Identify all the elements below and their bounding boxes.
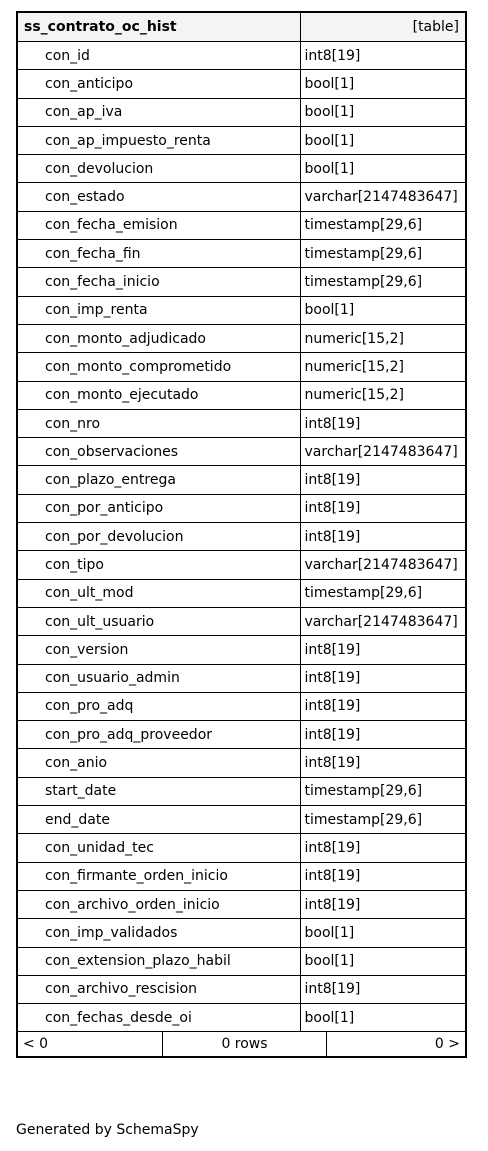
column-type: int8[19] <box>300 692 466 720</box>
table-row <box>17 183 466 211</box>
column-name: con_por_anticipo <box>17 494 300 522</box>
column-type: int8[19] <box>300 749 466 777</box>
table-row <box>17 777 466 805</box>
column-name: con_monto_comprometido <box>17 353 300 381</box>
footer-row-count: 0 rows <box>163 1032 327 1056</box>
table-row <box>17 126 466 154</box>
column-name: con_archivo_rescision <box>17 975 300 1003</box>
column-type: int8[19] <box>300 636 466 664</box>
table-row <box>17 947 466 975</box>
table-row <box>17 806 466 834</box>
column-name: con_extension_plazo_habil <box>17 947 300 975</box>
table-row <box>17 1004 466 1032</box>
column-type: timestamp[29,6] <box>300 806 466 834</box>
table-footer-cell <box>17 1032 466 1058</box>
column-name: con_plazo_entrega <box>17 466 300 494</box>
table-row <box>17 324 466 352</box>
column-name: con_ap_iva <box>17 98 300 126</box>
table-row <box>17 409 466 437</box>
table-row <box>17 268 466 296</box>
footer-next: 0 > <box>434 1036 460 1053</box>
column-name: con_firmante_orden_inicio <box>17 862 300 890</box>
entity-table <box>16 11 467 1058</box>
column-name: con_imp_validados <box>17 919 300 947</box>
column-name: end_date <box>17 806 300 834</box>
table-row <box>17 607 466 635</box>
column-type: bool[1] <box>300 296 466 324</box>
column-name: con_devolucion <box>17 155 300 183</box>
column-name: con_monto_ejecutado <box>17 381 300 409</box>
table-row <box>17 664 466 692</box>
column-name: con_pro_adq <box>17 692 300 720</box>
table-footer <box>17 1032 466 1058</box>
column-name: con_usuario_admin <box>17 664 300 692</box>
column-name: con_unidad_tec <box>17 834 300 862</box>
table-header <box>17 12 466 42</box>
column-name: con_pro_adq_proveedor <box>17 721 300 749</box>
table-row <box>17 919 466 947</box>
column-name: con_ap_impuesto_renta <box>17 126 300 154</box>
column-type: timestamp[29,6] <box>300 268 466 296</box>
column-type: int8[19] <box>300 890 466 918</box>
table-row <box>17 862 466 890</box>
column-name: start_date <box>17 777 300 805</box>
column-type: varchar[2147483647] <box>300 438 466 466</box>
column-type: bool[1] <box>300 70 466 98</box>
table-row <box>17 579 466 607</box>
column-name: con_tipo <box>17 551 300 579</box>
table-row <box>17 749 466 777</box>
column-type: int8[19] <box>300 409 466 437</box>
column-name: con_monto_adjudicado <box>17 324 300 352</box>
table-row <box>17 636 466 664</box>
table-row <box>17 551 466 579</box>
table-row <box>17 42 466 70</box>
table-row <box>17 692 466 720</box>
table-kind: [table] <box>300 12 466 42</box>
column-name: con_por_devolucion <box>17 523 300 551</box>
column-name: con_nro <box>17 409 300 437</box>
column-type: varchar[2147483647] <box>300 551 466 579</box>
table-row <box>17 438 466 466</box>
column-type: bool[1] <box>300 126 466 154</box>
column-name: con_observaciones <box>17 438 300 466</box>
column-name: con_estado <box>17 183 300 211</box>
column-type: timestamp[29,6] <box>300 579 466 607</box>
column-type: numeric[15,2] <box>300 324 466 352</box>
column-type: int8[19] <box>300 975 466 1003</box>
table-row <box>17 975 466 1003</box>
table-row <box>17 721 466 749</box>
column-name: con_imp_renta <box>17 296 300 324</box>
table-row <box>17 890 466 918</box>
column-type: int8[19] <box>300 523 466 551</box>
table-row <box>17 70 466 98</box>
column-name: con_fechas_desde_oi <box>17 1004 300 1032</box>
table-row <box>17 834 466 862</box>
column-type: numeric[15,2] <box>300 381 466 409</box>
column-type: numeric[15,2] <box>300 353 466 381</box>
generated-by-note: Generated by SchemaSpy <box>16 1122 199 1138</box>
column-type: int8[19] <box>300 494 466 522</box>
column-type: varchar[2147483647] <box>300 607 466 635</box>
table-row <box>17 211 466 239</box>
column-type: int8[19] <box>300 664 466 692</box>
column-type: timestamp[29,6] <box>300 211 466 239</box>
column-name: con_ult_usuario <box>17 607 300 635</box>
column-type: int8[19] <box>300 834 466 862</box>
table-row <box>17 353 466 381</box>
footer-bar <box>18 1032 465 1056</box>
column-type: bool[1] <box>300 155 466 183</box>
column-name: con_fecha_fin <box>17 240 300 268</box>
column-type: int8[19] <box>300 862 466 890</box>
column-type: varchar[2147483647] <box>300 183 466 211</box>
table-row <box>17 296 466 324</box>
table-row <box>17 523 466 551</box>
column-name: con_ult_mod <box>17 579 300 607</box>
table-row <box>17 155 466 183</box>
column-type: int8[19] <box>300 466 466 494</box>
column-type: int8[19] <box>300 721 466 749</box>
column-name: con_fecha_inicio <box>17 268 300 296</box>
column-name: con_version <box>17 636 300 664</box>
column-type: bool[1] <box>300 98 466 126</box>
column-type: int8[19] <box>300 42 466 70</box>
column-name: con_id <box>17 42 300 70</box>
table-row <box>17 466 466 494</box>
table-row <box>17 494 466 522</box>
column-name: con_anio <box>17 749 300 777</box>
table-name: ss_contrato_oc_hist <box>17 12 300 42</box>
table-row <box>17 381 466 409</box>
column-type: timestamp[29,6] <box>300 240 466 268</box>
table-row <box>17 240 466 268</box>
column-name: con_archivo_orden_inicio <box>17 890 300 918</box>
column-type: bool[1] <box>300 919 466 947</box>
footer-prev: < 0 <box>18 1032 163 1056</box>
column-name: con_anticipo <box>17 70 300 98</box>
table-row <box>17 98 466 126</box>
column-type: bool[1] <box>300 947 466 975</box>
column-type: timestamp[29,6] <box>300 777 466 805</box>
column-type: bool[1] <box>300 1004 466 1032</box>
column-name: con_fecha_emision <box>17 211 300 239</box>
